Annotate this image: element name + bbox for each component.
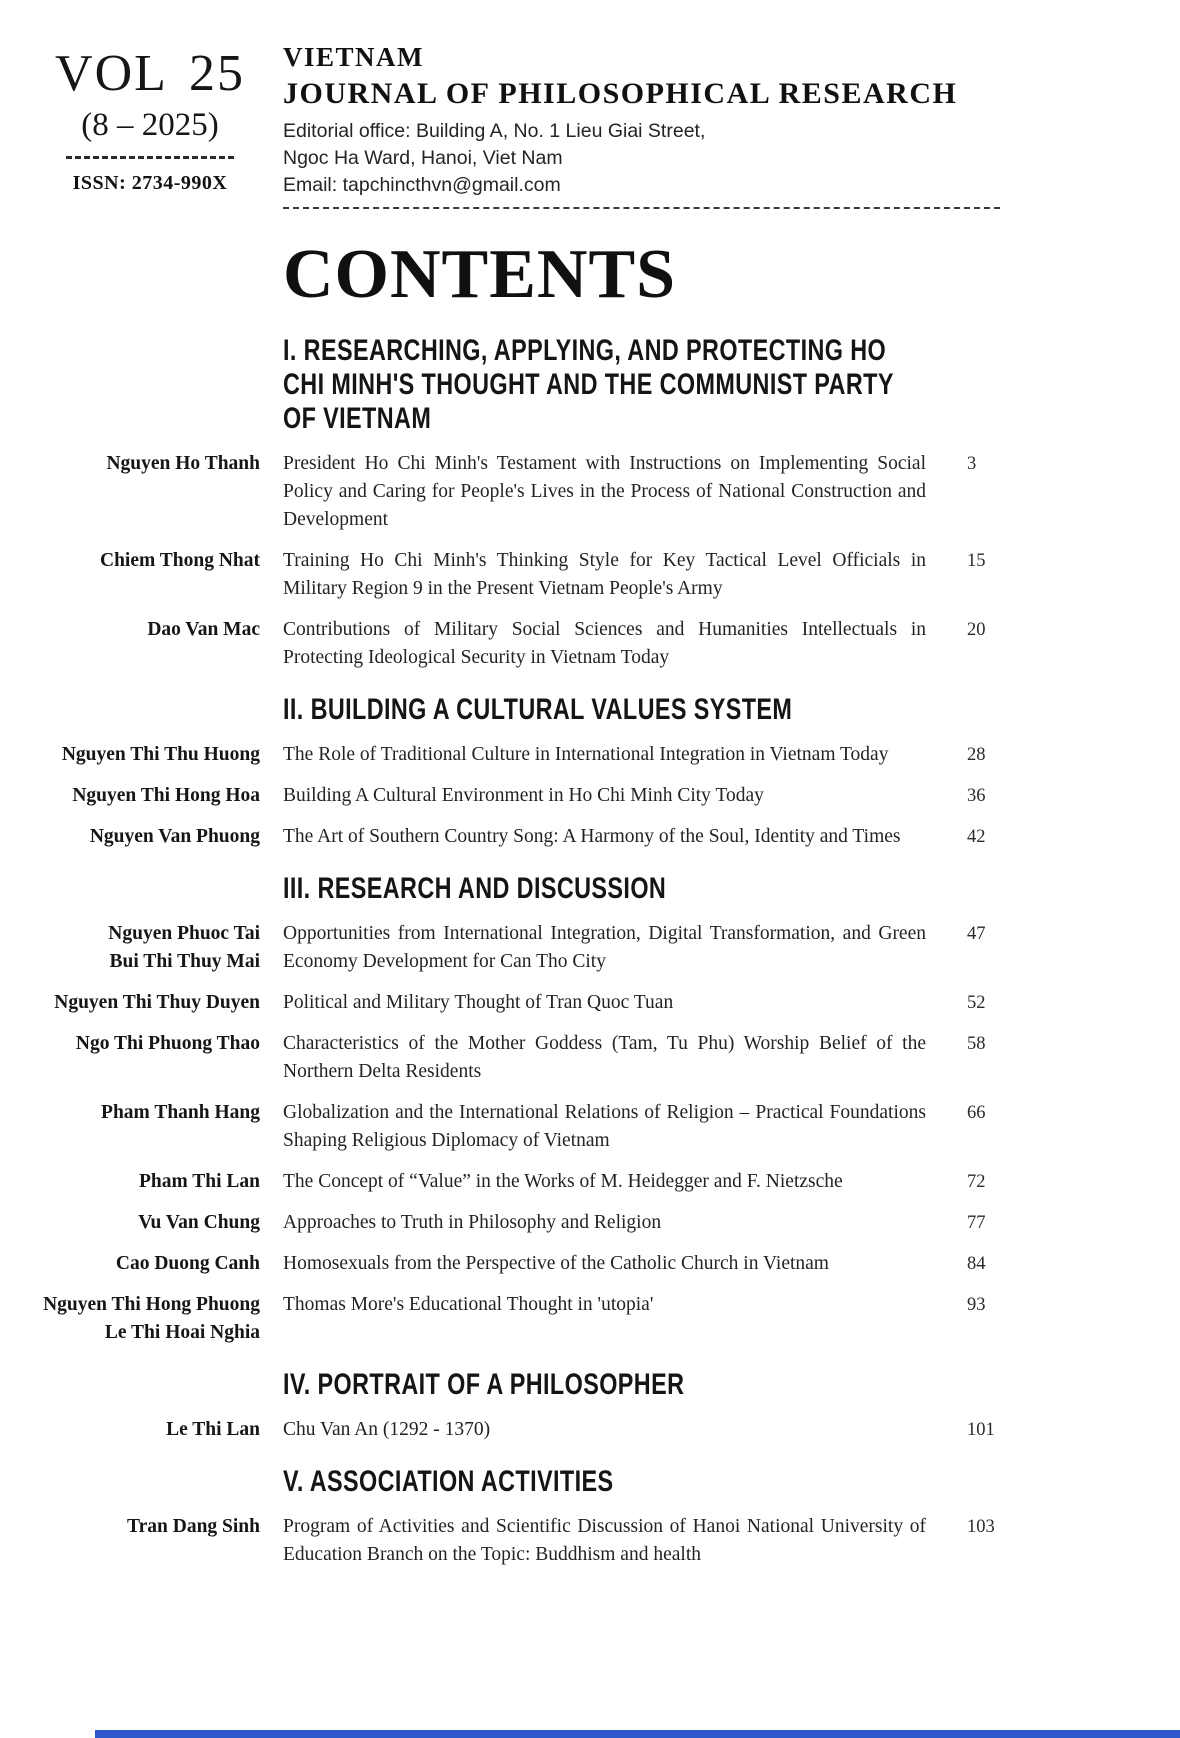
entry-authors: [40, 1030, 260, 1086]
entry-title: Approaches to Truth in Philosophy and Religion: [283, 1212, 662, 1233]
volume-number: VOL 25: [55, 45, 245, 102]
entry-page-number: 58: [967, 1034, 986, 1054]
entry-title: Characteristics of the Mother Goddess (Tam, Tu Phu) Worship Belief of the Northern Delta Residents: [283, 1033, 926, 1082]
entry-authors: [40, 1099, 260, 1155]
section-heading: V. ASSOCIATION ACTIVITIES: [283, 1465, 614, 1498]
toc-entry: [40, 1099, 1180, 1155]
entry-page-number: 47: [967, 924, 986, 944]
author-name: Nguyen Thi Thu Huong: [61, 744, 260, 765]
footer-accent-bar: [95, 1730, 1180, 1738]
dashed-separator: [283, 207, 1000, 209]
author-name: Chiem Thong Nhat: [99, 550, 260, 571]
entry-title: The Art of Southern Country Song: A Harmony of the Soul, Identity and Times: [283, 826, 901, 847]
entry-title: Homosexuals from the Perspective of the Catholic Church in Vietnam: [283, 1253, 829, 1274]
entry-page-number: 42: [967, 827, 986, 847]
toc-section: [40, 693, 1180, 851]
entry-title: The Role of Traditional Culture in International Integration in Vietnam Today: [283, 744, 889, 765]
entry-authors: [40, 1513, 260, 1569]
journal-country: VIETNAM: [283, 42, 425, 72]
author-name: Pham Thanh Hang: [101, 1102, 260, 1123]
author-name: Nguyen Phuoc Tai: [108, 923, 260, 944]
entry-authors: [40, 1250, 260, 1278]
entry-page-number: 52: [967, 993, 986, 1013]
toc-entry: [40, 989, 1180, 1017]
entry-authors: [40, 782, 260, 810]
entry-title: Program of Activities and Scientific Discussion of Hanoi National University of Education Branch on the Topic: Buddhism and health: [283, 1516, 926, 1565]
entry-page-number: 93: [967, 1295, 986, 1315]
editorial-address: [283, 118, 1000, 199]
entry-title: The Concept of “Value” in the Works of M. Heidegger and F. Nietzsche: [283, 1171, 843, 1192]
journal-title: JOURNAL OF PHILOSOPHICAL RESEARCH: [283, 77, 958, 110]
entry-authors: [40, 920, 260, 976]
entry-title: Opportunities from International Integration, Digital Transformation, and Green Economy Development for Can Tho City: [283, 923, 926, 972]
toc-entry: [40, 1291, 1180, 1347]
author-name: Nguyen Thi Hong Hoa: [72, 785, 260, 806]
entry-page-number: 20: [967, 620, 986, 640]
entry-authors: [40, 1209, 260, 1237]
journal-identity-block: [283, 0, 1000, 209]
entry-authors: [40, 1416, 260, 1444]
entry-page-number: 84: [967, 1254, 986, 1274]
entry-title: Political and Military Thought of Tran Quoc Tuan: [283, 992, 674, 1013]
entry-authors: [40, 616, 260, 672]
author-name: Vu Van Chung: [138, 1212, 260, 1233]
toc-entry: [40, 616, 1180, 672]
address-line-2: Ngoc Ha Ward, Hanoi, Viet Nam: [283, 147, 563, 169]
entry-page-number: 3: [967, 454, 977, 474]
author-name: Tran Dang Sinh: [127, 1516, 260, 1537]
entry-authors: [40, 823, 260, 851]
entry-page-number: 36: [967, 786, 986, 806]
author-name: Dao Van Mac: [147, 619, 260, 640]
address-line-3: Email: tapchincthvn@gmail.com: [283, 174, 561, 196]
table-of-contents: [40, 237, 1180, 1569]
entry-title: Thomas More's Educational Thought in 'utopia': [283, 1294, 654, 1315]
sections-list: [40, 334, 1180, 1569]
author-name: Le Thi Lan: [166, 1419, 260, 1440]
author-name: Pham Thi Lan: [138, 1171, 260, 1192]
toc-section: [40, 1368, 1180, 1444]
entry-title: Chu Van An (1292 - 1370): [283, 1419, 491, 1440]
toc-entry: [40, 1030, 1180, 1086]
entry-title: President Ho Chi Minh's Testament with Instructions on Implementing Social Policy and Caring for People's Lives in the Process of National Construction and Development: [283, 453, 926, 530]
section-heading: II. BUILDING A CULTURAL VALUES SYSTEM: [283, 693, 793, 726]
toc-entry: [40, 920, 1180, 976]
entry-authors: [40, 450, 260, 534]
toc-entry: [40, 1513, 1180, 1569]
author-name: Cao Duong Canh: [115, 1253, 260, 1274]
address-line-1: Editorial office: Building A, No. 1 Lieu Giai Street,: [283, 120, 706, 142]
author-name: Nguyen Thi Hong Phuong: [43, 1294, 260, 1315]
author-name: Nguyen Thi Thuy Duyen: [54, 992, 260, 1013]
toc-entry: [40, 450, 1180, 534]
author-name: Ngo Thi Phuong Thao: [75, 1033, 260, 1054]
toc-entry: [40, 741, 1180, 769]
toc-entry: [40, 1416, 1180, 1444]
toc-section: [40, 1465, 1180, 1569]
issue-number: (8 – 2025): [81, 107, 219, 143]
author-name: Nguyen Ho Thanh: [106, 453, 260, 474]
masthead: [40, 0, 1180, 209]
entry-title: Globalization and the International Relations of Religion – Practical Foundations Shaping Religious Diplomacy of Vietnam: [283, 1102, 926, 1151]
toc-entry: [40, 1168, 1180, 1196]
entry-page-number: 103: [967, 1517, 995, 1537]
author-name: Le Thi Hoai Nghia: [104, 1322, 260, 1343]
volume-block: [40, 0, 260, 209]
entry-authors: [40, 1291, 260, 1347]
entry-page-number: 28: [967, 745, 986, 765]
toc-entry: [40, 823, 1180, 851]
entry-authors: [40, 741, 260, 769]
entry-page-number: 15: [967, 551, 986, 571]
toc-entry: [40, 782, 1180, 810]
section-heading: IV. PORTRAIT OF A PHILOSOPHER: [283, 1368, 685, 1401]
entry-title: Training Ho Chi Minh's Thinking Style for Key Tactical Level Officials in Military Region 9 in the Present Vietnam People's Army: [283, 550, 926, 599]
author-name: Nguyen Van Phuong: [89, 826, 260, 847]
entry-authors: [40, 547, 260, 603]
toc-section: [40, 334, 1180, 672]
entry-title: Building A Cultural Environment in Ho Chi Minh City Today: [283, 785, 764, 806]
dashed-divider: [66, 156, 234, 159]
entry-page-number: 72: [967, 1172, 986, 1192]
entry-authors: [40, 1168, 260, 1196]
entry-page-number: 66: [967, 1103, 986, 1123]
author-name: Bui Thi Thuy Mai: [109, 951, 260, 972]
toc-section: [40, 872, 1180, 1347]
toc-entry: [40, 547, 1180, 603]
toc-entry: [40, 1209, 1180, 1237]
issn: ISSN: 2734-990X: [72, 172, 228, 194]
toc-entry: [40, 1250, 1180, 1278]
section-heading: I. RESEARCHING, APPLYING, AND PROTECTING HO CHI MINH'S THOUGHT AND THE COMMUNIST PARTY OF VIETNAM: [283, 334, 894, 435]
contents-title: CONTENTS: [283, 236, 677, 313]
entry-page-number: 101: [967, 1420, 995, 1440]
entry-authors: [40, 989, 260, 1017]
entry-page-number: 77: [967, 1213, 986, 1233]
section-heading: III. RESEARCH AND DISCUSSION: [283, 872, 667, 905]
entry-title: Contributions of Military Social Sciences and Humanities Intellectuals in Protecting Ideological Security in Vietnam Today: [283, 619, 926, 668]
